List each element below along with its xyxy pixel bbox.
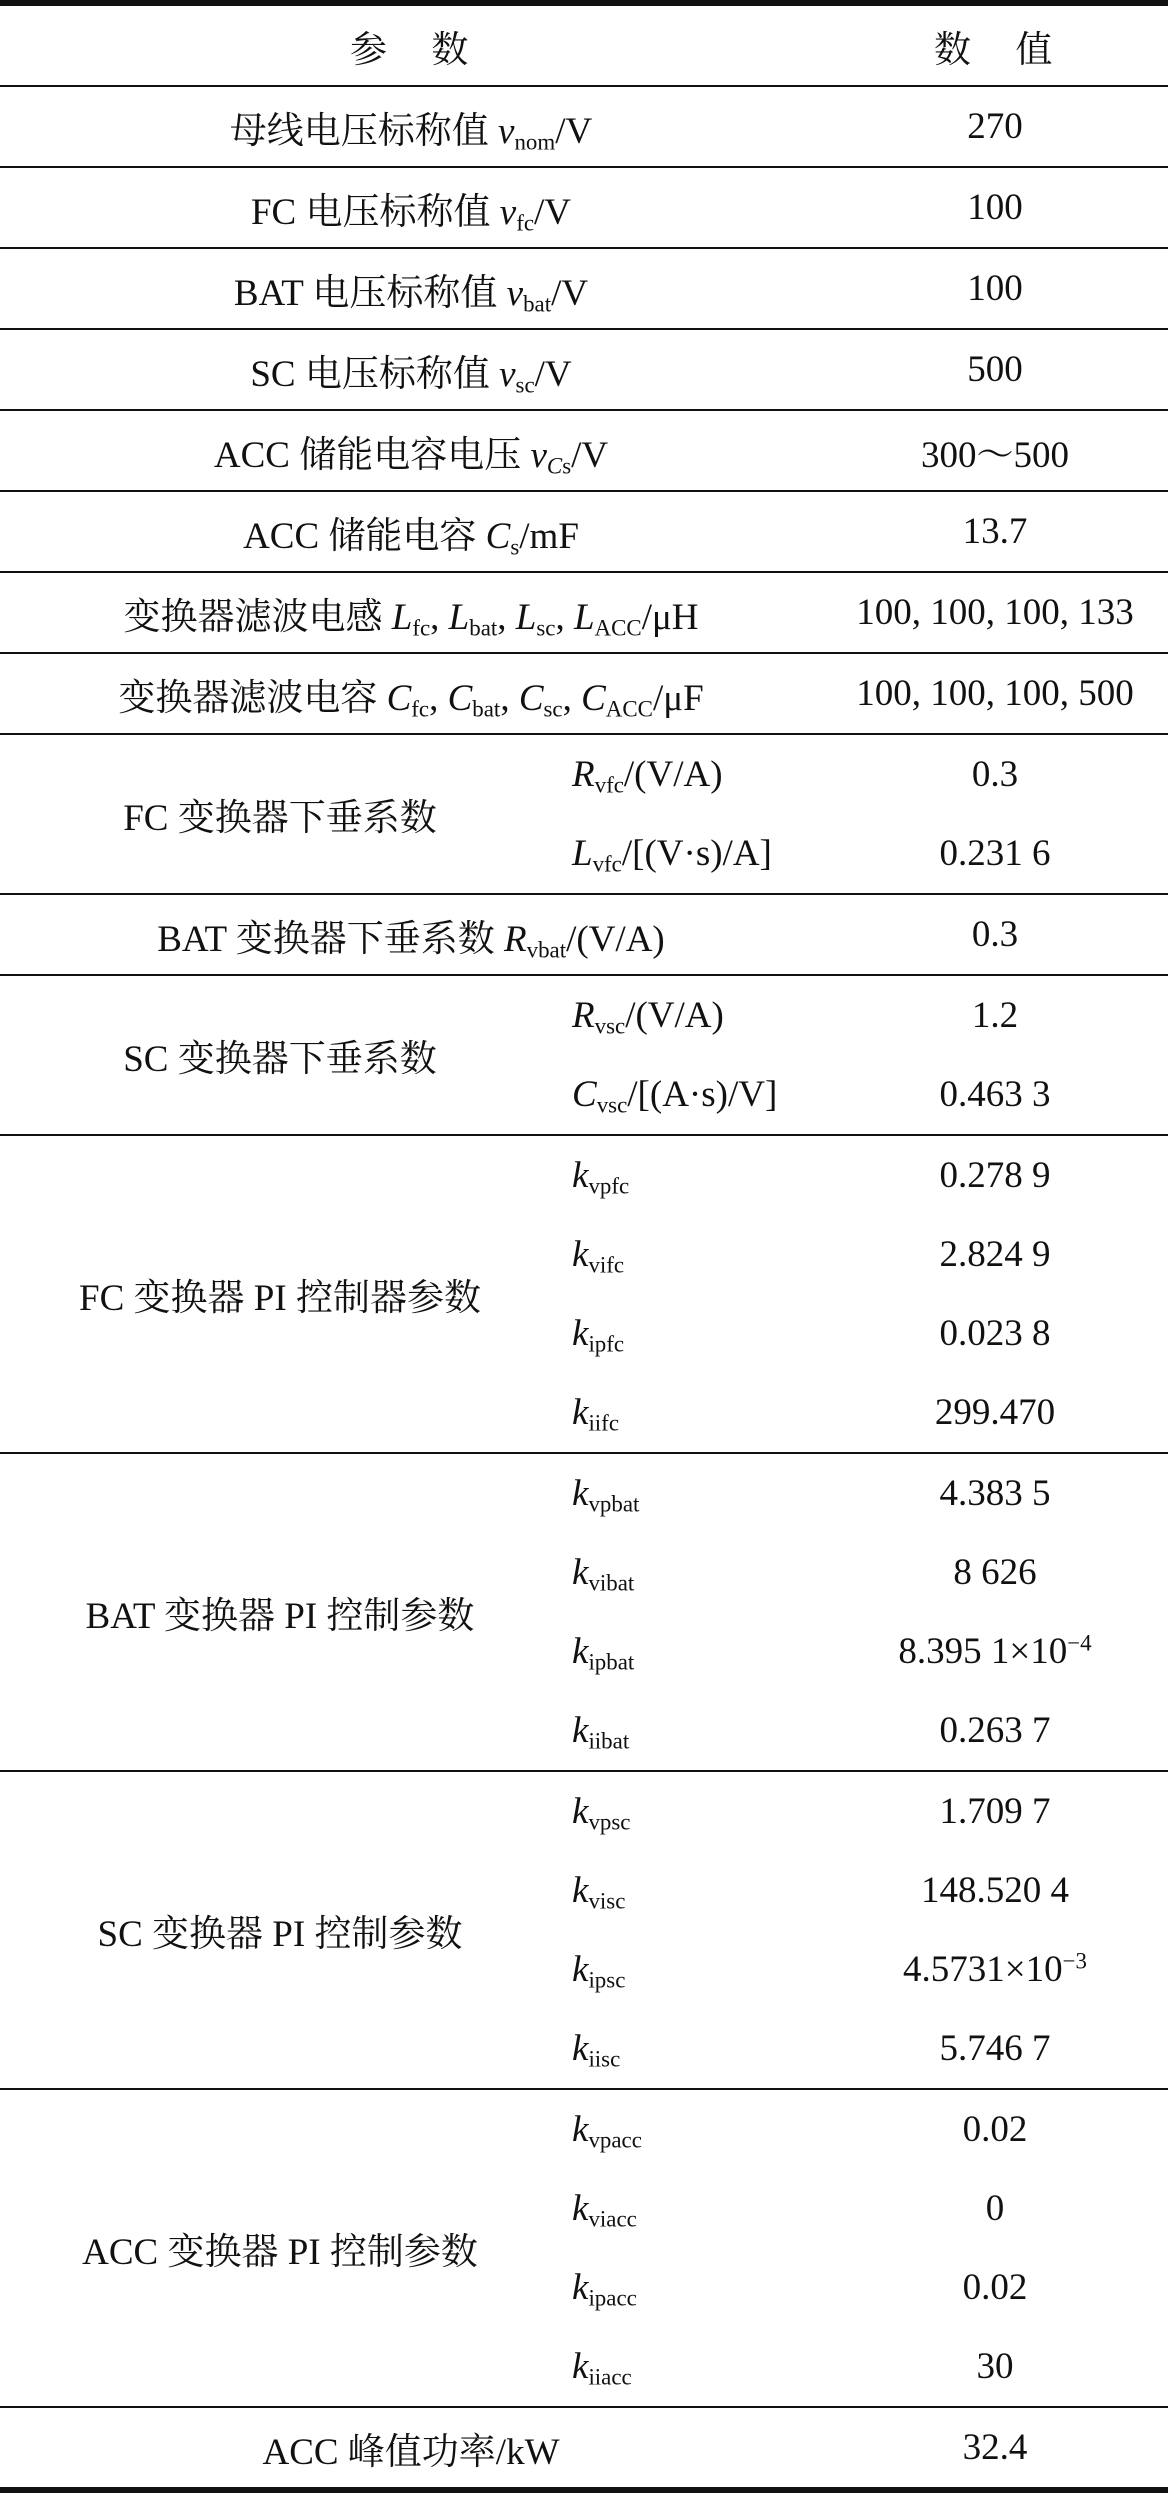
- value-cell: 100, 100, 100, 133: [822, 572, 1168, 653]
- value-cell: 100: [822, 167, 1168, 248]
- symbol-cell: $k_{ipsc}$: [572, 1949, 626, 1993]
- value-cell: 0.023 8: [939, 1313, 1051, 1354]
- table-row: [0, 1771, 1168, 1851]
- table-row: [0, 975, 1168, 1055]
- value-cell: 0.231 6: [822, 814, 1168, 894]
- param-cell: BAT 变换器下垂系数 $R_{vbat}/(V/A)$: [0, 894, 822, 975]
- value-cell: 300～500: [822, 410, 1168, 491]
- value-header: 数 值: [822, 3, 1168, 86]
- table-row: [0, 329, 1168, 410]
- symbol-cell: $k_{vibat}$: [572, 1552, 635, 1596]
- value-cell: $4.5731\times 10^{-3}$: [903, 1948, 1088, 1990]
- param-cell: ACC 峰值功率/kW: [0, 2407, 822, 2490]
- table-row: [0, 572, 1168, 653]
- header-row: [0, 3, 1168, 86]
- value-cell: 32.4: [822, 2407, 1168, 2490]
- symbol-cell: $k_{vpfc}$: [572, 1155, 630, 1199]
- table-row: [0, 1453, 1168, 1533]
- value-cell: 1.2: [971, 995, 1019, 1036]
- symbol-cell: $R_{vsc}/(V/A)$: [572, 995, 724, 1039]
- group-label: FC 变换器 PI 控制器参数: [0, 1135, 560, 1453]
- table-row: [0, 2407, 1168, 2490]
- group-label: SC 变换器 PI 控制参数: [0, 1771, 560, 2089]
- value-cell: 299.470: [822, 1373, 1168, 1453]
- symbol-cell: $k_{iiacc}$: [560, 2327, 822, 2407]
- symbol-cell: $k_{ipacc}$: [572, 2267, 637, 2311]
- table-row: [0, 491, 1168, 572]
- param-cell: SC 电压标称值 $v_{sc}/V$: [0, 329, 822, 410]
- table-row: [0, 1135, 1168, 1215]
- value-cell: 4.383 5: [939, 1473, 1051, 1514]
- param-cell: 母线电压标称值 $v_{nom}/V$: [0, 86, 822, 167]
- value-cell: 148.520 4: [921, 1870, 1070, 1911]
- param-cell: 变换器滤波电感 $L_{fc}$, $L_{bat}$, $L_{sc}$, $L_{ACC}/\mu H$: [0, 572, 822, 653]
- value-cell: 30: [822, 2327, 1168, 2407]
- table-row: [0, 410, 1168, 491]
- group-label: ACC 变换器 PI 控制参数: [0, 2089, 560, 2407]
- table-row: [0, 653, 1168, 734]
- table-row: [0, 86, 1168, 167]
- value-cell: 270: [822, 86, 1168, 167]
- symbol-cell: $k_{vpacc}$: [572, 2109, 642, 2153]
- value-cell: 0.3: [822, 894, 1168, 975]
- table-row: [0, 248, 1168, 329]
- value-cell: 0.463 3: [822, 1055, 1168, 1135]
- table-row: [0, 734, 1168, 814]
- symbol-cell: $k_{ipbat}$: [572, 1631, 635, 1675]
- symbol-cell: $k_{vpsc}$: [572, 1791, 631, 1835]
- symbol-cell: $R_{vfc}/(V/A)$: [572, 754, 723, 798]
- table-row: [0, 894, 1168, 975]
- param-cell: ACC 储能电容 $C_s/mF$: [0, 491, 822, 572]
- value-cell: 8.395 $1\times 10^{-4}$: [898, 1630, 1092, 1672]
- value-cell: 5.746 7: [822, 2009, 1168, 2089]
- value-cell: 2.824 9: [939, 1234, 1051, 1275]
- symbol-cell: $k_{vifc}$: [572, 1234, 625, 1278]
- value-cell: 100: [822, 248, 1168, 329]
- symbol-cell: $k_{visc}$: [572, 1870, 626, 1914]
- table-row: [0, 2089, 1168, 2169]
- param-cell: 变换器滤波电容 $C_{fc}$, $C_{bat}$, $C_{sc}$, $C_{ACC}/\mu F$: [0, 653, 822, 734]
- value-cell: 13.7: [822, 491, 1168, 572]
- param-cell: BAT 电压标称值 $v_{bat}/V$: [0, 248, 822, 329]
- symbol-cell: $k_{iifc}$: [560, 1373, 822, 1453]
- group-label: FC 变换器下垂系数: [0, 734, 560, 894]
- value-cell: 0.02: [962, 2267, 1028, 2308]
- value-cell: 500: [822, 329, 1168, 410]
- param-header: 参 数: [0, 3, 822, 86]
- symbol-cell: $k_{iibat}$: [560, 1691, 822, 1771]
- symbol-cell: $L_{vfc}/[(V\cdot s)/A]$: [560, 814, 822, 894]
- symbol-cell: $k_{ipfc}$: [572, 1313, 625, 1357]
- param-cell: ACC 储能电容电压 $v_{Cs}/V$: [0, 410, 822, 491]
- value-cell: 0.3: [971, 754, 1019, 795]
- symbol-cell: $k_{vpbat}$: [572, 1473, 640, 1517]
- symbol-cell: $k_{viacc}$: [572, 2188, 637, 2232]
- symbol-cell: $C_{vsc}/[(A\cdot s)/V]$: [560, 1055, 822, 1135]
- value-cell: 100, 100, 100, 500: [822, 653, 1168, 734]
- value-cell: 0.263 7: [822, 1691, 1168, 1771]
- param-cell: FC 电压标称值 $v_{fc}/V$: [0, 167, 822, 248]
- value-cell: 0: [985, 2188, 1005, 2229]
- value-cell: 8 626: [953, 1552, 1037, 1593]
- symbol-cell: $k_{iisc}$: [560, 2009, 822, 2089]
- table-row: [0, 167, 1168, 248]
- value-cell: 0.02: [962, 2109, 1028, 2150]
- group-label: SC 变换器下垂系数: [0, 975, 560, 1135]
- value-cell: 0.278 9: [939, 1155, 1051, 1196]
- group-label: BAT 变换器 PI 控制参数: [0, 1453, 560, 1771]
- value-cell: 1.709 7: [939, 1791, 1051, 1832]
